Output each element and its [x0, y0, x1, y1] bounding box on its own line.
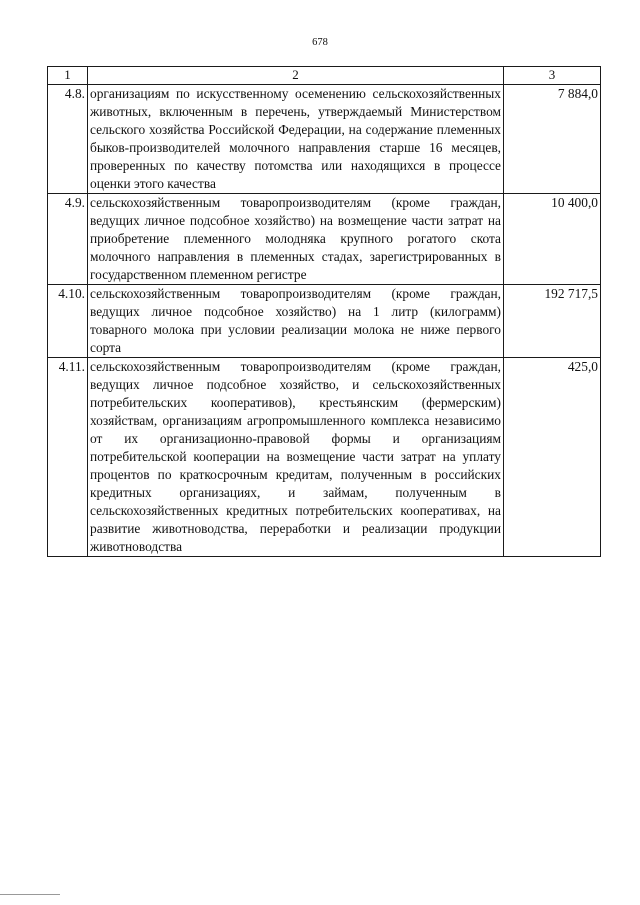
footer-rule	[0, 894, 60, 895]
header-col-2: 2	[88, 67, 504, 85]
row-amount: 192 717,5	[504, 285, 601, 358]
row-description: сельскохозяйственным товаропроизводителям (кроме граждан, ведущих личное подсобное хозяйство) на возмещение части затрат на приобретение племенного молодняка крупного рогатого скота молочного направления в племенных стадах, зарегистрированных в государственном племенном регистре	[88, 194, 504, 285]
table-row	[48, 285, 601, 358]
row-amount: 425,0	[504, 358, 601, 557]
row-number: 4.8.	[48, 85, 88, 194]
table-header-row	[48, 67, 601, 85]
row-number: 4.9.	[48, 194, 88, 285]
budget-table	[47, 66, 601, 557]
row-description: сельскохозяйственным товаропроизводителям (кроме граждан, ведущих личное подсобное хозяйство) на 1 литр (килограмм) товарного молока при условии реализации молока не ниже первого сорта	[88, 285, 504, 358]
page-number: 678	[312, 37, 328, 48]
row-number: 4.11.	[48, 358, 88, 557]
row-number: 4.10.	[48, 285, 88, 358]
table-row	[48, 358, 601, 557]
row-amount: 10 400,0	[504, 194, 601, 285]
header-col-1: 1	[48, 67, 88, 85]
table-row	[48, 85, 601, 194]
header-col-3: 3	[504, 67, 601, 85]
row-amount: 7 884,0	[504, 85, 601, 194]
row-description: сельскохозяйственным товаропроизводителям (кроме граждан, ведущих личное подсобное хозяйство, и сельскохозяйственных потребительских кооперативов), крестьянским (фермерским) хозяйствам, организациям агропромышленного комплекса независимо от их организационно-правовой формы и организациям потребительской кооперации на возмещение части затрат на уплату процентов по краткосрочным кредитам, полученным в российских кредитных организациях, и займам, полученным в сельскохозяйственных кредитных потребительских кооперативах, на развитие животноводства, переработки и реализации продукции животноводства	[88, 358, 504, 557]
row-description: организациям по искусственному осеменению сельскохозяйственных животных, включенным в перечень, утверждаемый Министерством сельского хозяйства Российской Федерации, на содержание племенных быков-производителей молочного направления старше 16 месяцев, проверенных по качеству потомства или находящихся в процессе оценки этого качества	[88, 85, 504, 194]
table-row	[48, 194, 601, 285]
